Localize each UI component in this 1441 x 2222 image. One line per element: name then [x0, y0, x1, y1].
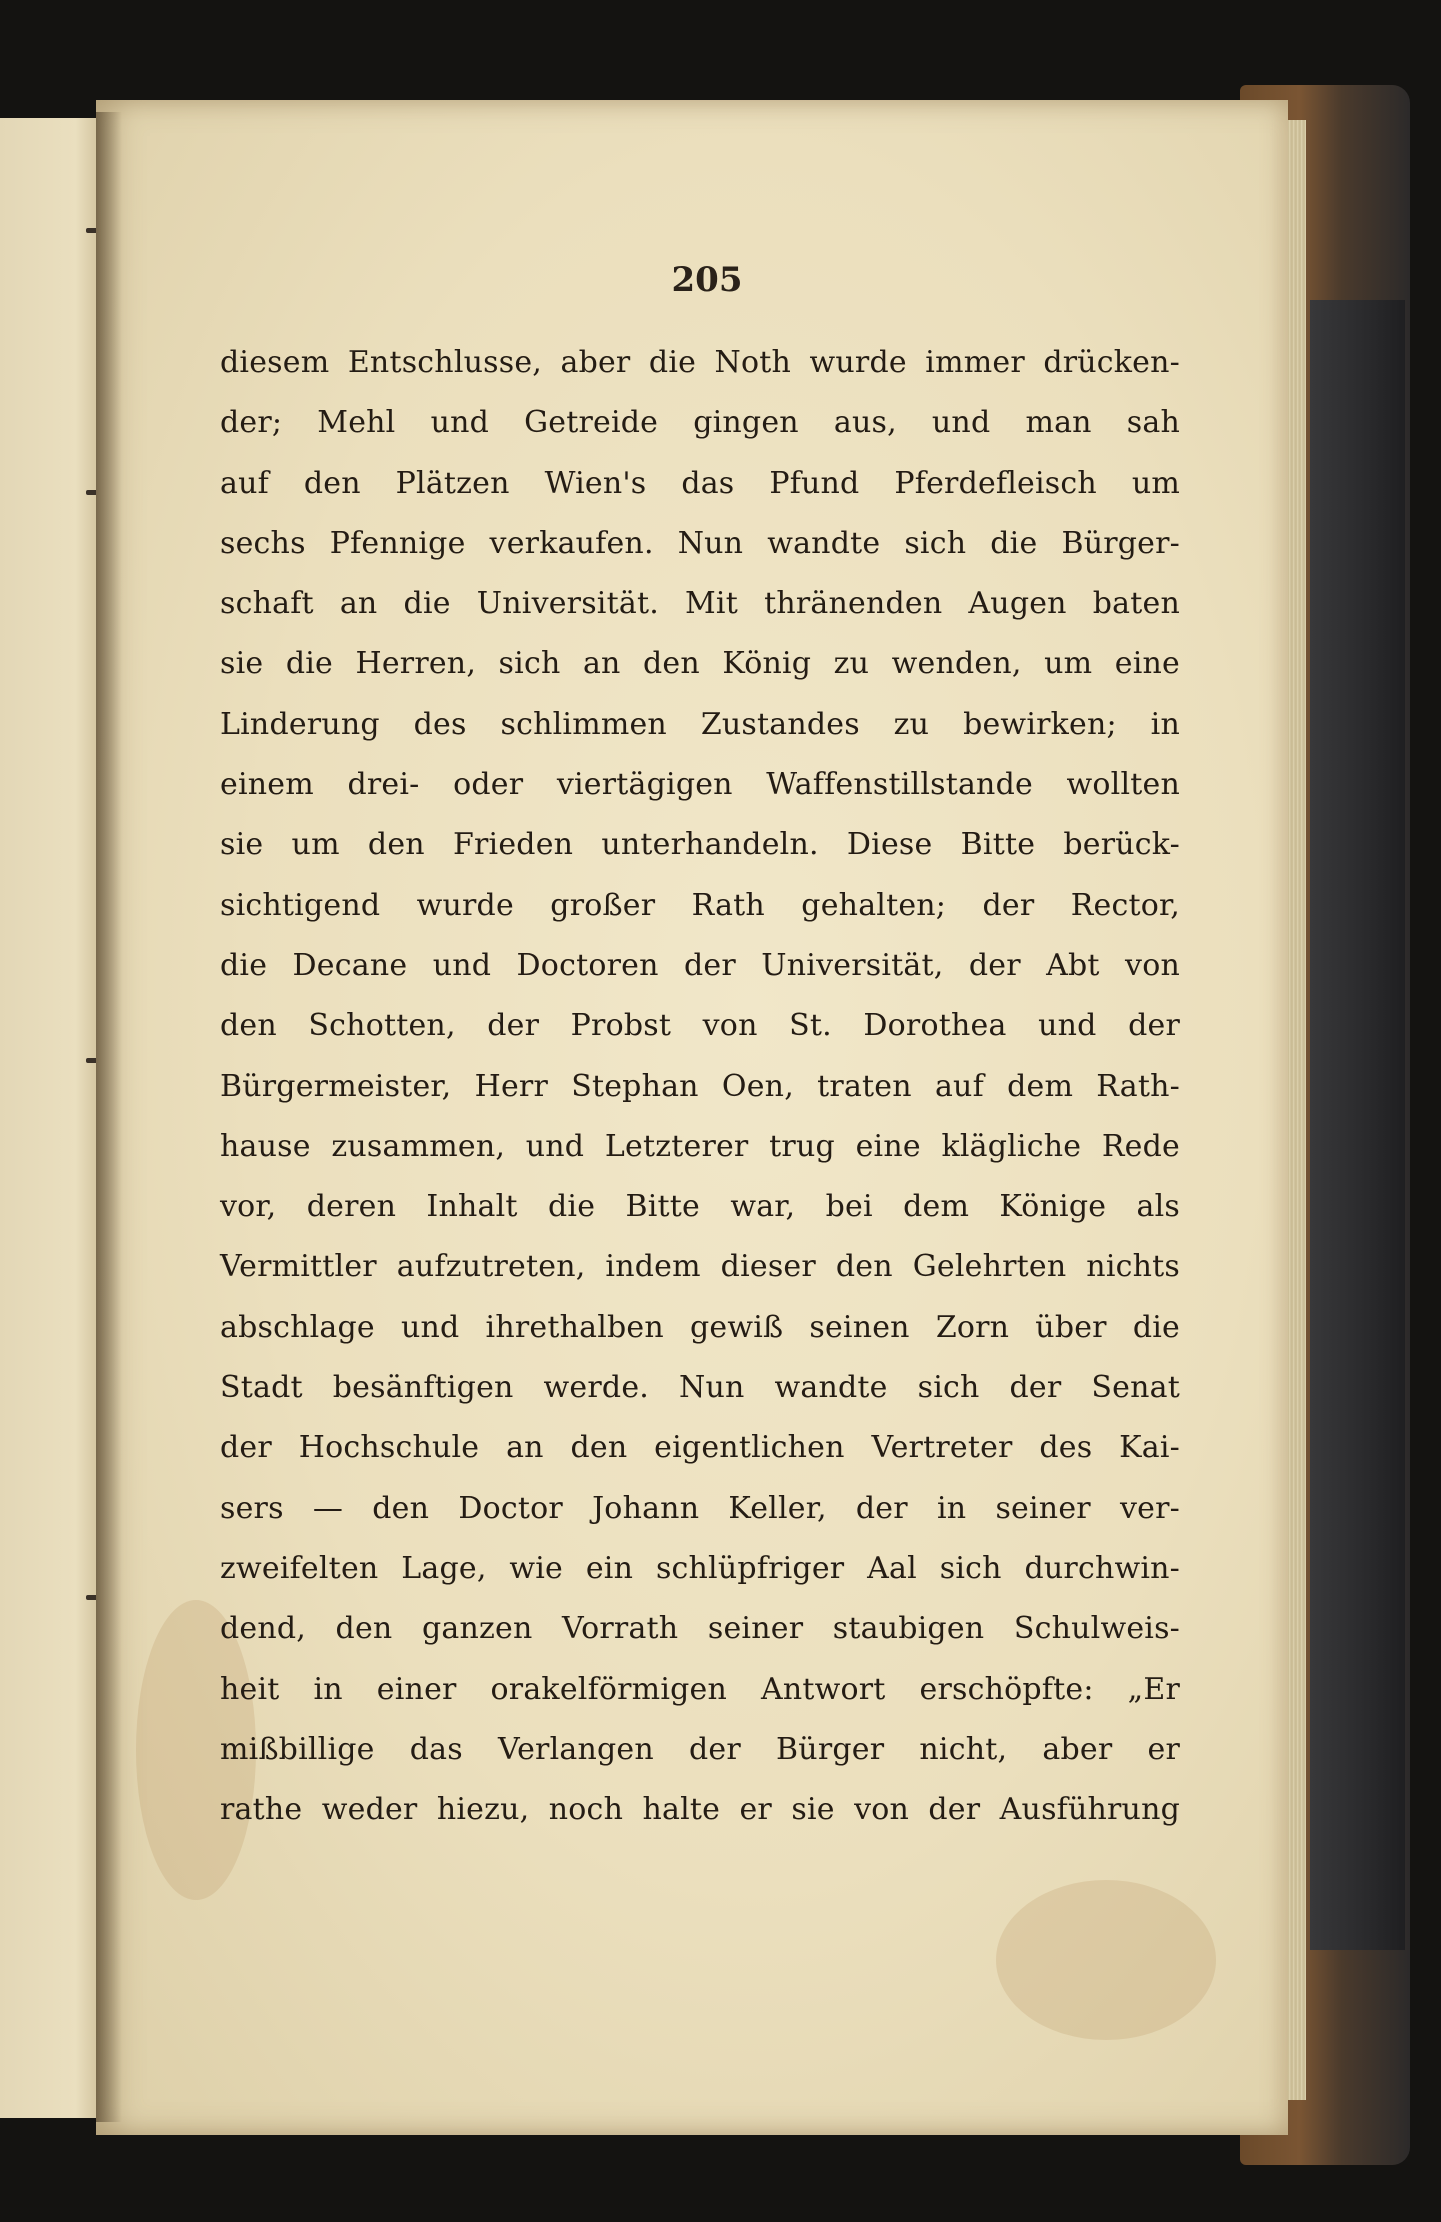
- text-line: Stadt besänftigen werde. Nun wandte sich der Senat: [220, 1370, 1180, 1406]
- left-page-edge: [0, 118, 108, 2118]
- text-line: abschlage und ihrethalben gewiß seinen Zorn über die: [220, 1309, 1180, 1345]
- book-cover-cloth: [1310, 300, 1405, 1950]
- text-line: den Schotten, der Probst von St. Dorothea und der: [220, 1008, 1180, 1044]
- text-line: mißbillige das Verlangen der Bürger nicht, aber er: [220, 1731, 1180, 1767]
- text-line: zweifelten Lage, wie ein schlüpfriger Aal sich durchwin-: [220, 1550, 1180, 1586]
- text-line: heit in einer orakelförmigen Antwort erschöpfte: „Er: [220, 1671, 1180, 1707]
- text-line: dend, den ganzen Vorrath seiner staubigen Schulweis-: [220, 1611, 1180, 1647]
- text-line: vor, deren Inhalt die Bitte war, bei dem Könige als: [220, 1189, 1180, 1225]
- text-line: Bürgermeister, Herr Stephan Oen, traten auf dem Rath-: [220, 1068, 1180, 1104]
- text-line: Vermittler aufzutreten, indem dieser den Gelehrten nichts: [220, 1249, 1180, 1285]
- text-line: sichtigend wurde großer Rath gehalten; der Rector,: [220, 887, 1180, 923]
- text-line: schaft an die Universität. Mit thränenden Augen baten: [220, 586, 1180, 622]
- text-line: Linderung des schlimmen Zustandes zu bewirken; in: [220, 706, 1180, 742]
- book-page: [96, 100, 1288, 2135]
- text-line: der; Mehl und Getreide gingen aus, und man sah: [220, 405, 1180, 441]
- text-line: sie die Herren, sich an den König zu wenden, um eine: [220, 646, 1180, 682]
- paper-stain: [996, 1880, 1216, 2040]
- text-line: auf den Plätzen Wien's das Pfund Pferdefleisch um: [220, 465, 1180, 501]
- text-line: sers — den Doctor Johann Keller, der in seiner ver-: [220, 1490, 1180, 1526]
- text-line: einem drei- oder viertägigen Waffenstillstande wollten: [220, 767, 1180, 803]
- text-line: diesem Entschlusse, aber die Noth wurde immer drücken-: [220, 345, 1180, 380]
- text-line: hause zusammen, und Letzterer trug eine klägliche Rede: [220, 1128, 1180, 1164]
- text-line: der Hochschule an den eigentlichen Vertreter des Kai-: [220, 1430, 1180, 1466]
- spine-shadow: [96, 112, 122, 2122]
- page-number: 205: [671, 260, 743, 300]
- text-line: rathe weder hiezu, noch halte er sie von der Ausführung: [220, 1792, 1180, 1828]
- text-line: die Decane und Doctoren der Universität, der Abt von: [220, 947, 1180, 983]
- body-text: [220, 333, 1180, 1840]
- text-line: sechs Pfennige verkaufen. Nun wandte sich die Bürger-: [220, 525, 1180, 561]
- text-line: sie um den Frieden unterhandeln. Diese Bitte berück-: [220, 827, 1180, 863]
